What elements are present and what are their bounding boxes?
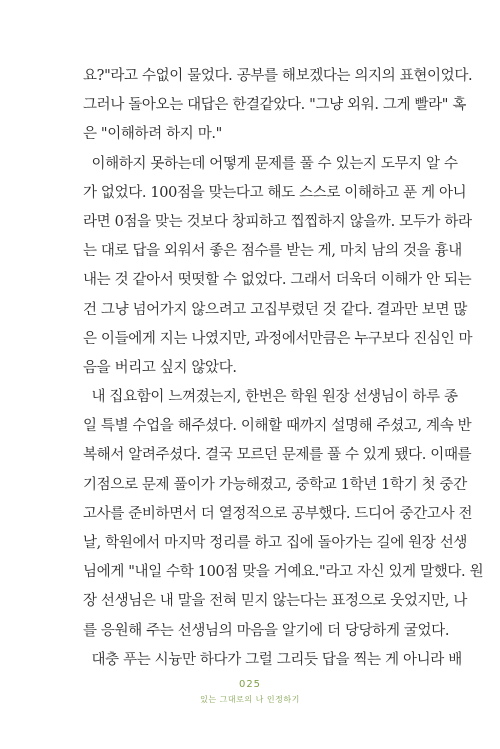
page-number: 025	[238, 679, 262, 690]
text-line: 고사를 준비하면서 더 열정적으로 공부했다. 드디어 중간고사 전	[83, 505, 473, 522]
text-line: 내는 것 같아서 떳떳할 수 없었다. 그래서 더욱더 이해가 안 되는	[83, 272, 472, 289]
text-line: 기점으로 문제 풀이가 가능해졌고, 중학교 1학년 1학기 첫 중간	[83, 476, 467, 493]
text-line: 일 특별 수업을 해주셨다. 이해할 때까지 설명해 주셨고, 계속 반	[83, 418, 472, 435]
text-line: 이해하지 못하는데 어떻게 문제를 풀 수 있는지 도무지 알 수	[83, 155, 458, 172]
text-line: 그러나 돌아오는 대답은 한결같았다. "그냥 외워. 그게 빨라" 혹	[83, 97, 466, 114]
running-title: 있는 그대로의 나 인정하기	[200, 695, 300, 704]
text-line: 음을 버리고 싶지 않았다.	[83, 359, 237, 376]
text-line: 요?"라고 수없이 물었다. 공부를 해보겠다는 의지의 표현이었다.	[83, 68, 473, 84]
body-text	[83, 62, 484, 675]
text-line: 날, 학원에서 마지막 정리를 하고 집에 돌아가는 길에 원장 선생	[83, 535, 468, 551]
text-line: 라면 0점을 맞는 것보다 창피하고 찝찝하지 않을까. 모두가 하라	[83, 213, 472, 230]
text-line: 는 대로 답을 외워서 좋은 점수를 받는 게, 마치 남의 것을 흉내	[83, 243, 462, 260]
text-line: 내 집요함이 느껴졌는지, 한번은 학원 원장 선생님이 하루 종	[83, 389, 458, 406]
text-line: 님에게 "내일 수학 100점 맞을 거예요."라고 자신 있게 말했다. 원	[83, 564, 484, 581]
text-line: 은 이들에게 지는 나였지만, 과정에서만큼은 누구보다 진심인 마	[83, 330, 473, 347]
text-line: 를 응원해 주는 선생님의 마음을 알기에 더 당당하게 굴었다.	[83, 622, 450, 639]
text-line: 가 없었다. 100점을 맞는다고 해도 스스로 이해하고 푼 게 아니	[83, 184, 467, 201]
text-line: 건 그냥 넘어가지 않으려고 고집부렸던 것 같다. 결과만 보면 많	[83, 301, 468, 318]
text-line: 은 "이해하려 하지 마."	[83, 126, 222, 143]
text-line: 장 선생님은 내 말을 전혀 믿지 않는다는 표정으로 웃었지만, 나	[83, 593, 468, 610]
text-line: 대충 푸는 시늉만 하다가 그럴 그리듯 답을 찍는 게 아니라 배	[83, 651, 462, 668]
text-line: 복해서 알려주셨다. 결국 모르던 문제를 풀 수 있게 됐다. 이때를	[83, 447, 472, 464]
